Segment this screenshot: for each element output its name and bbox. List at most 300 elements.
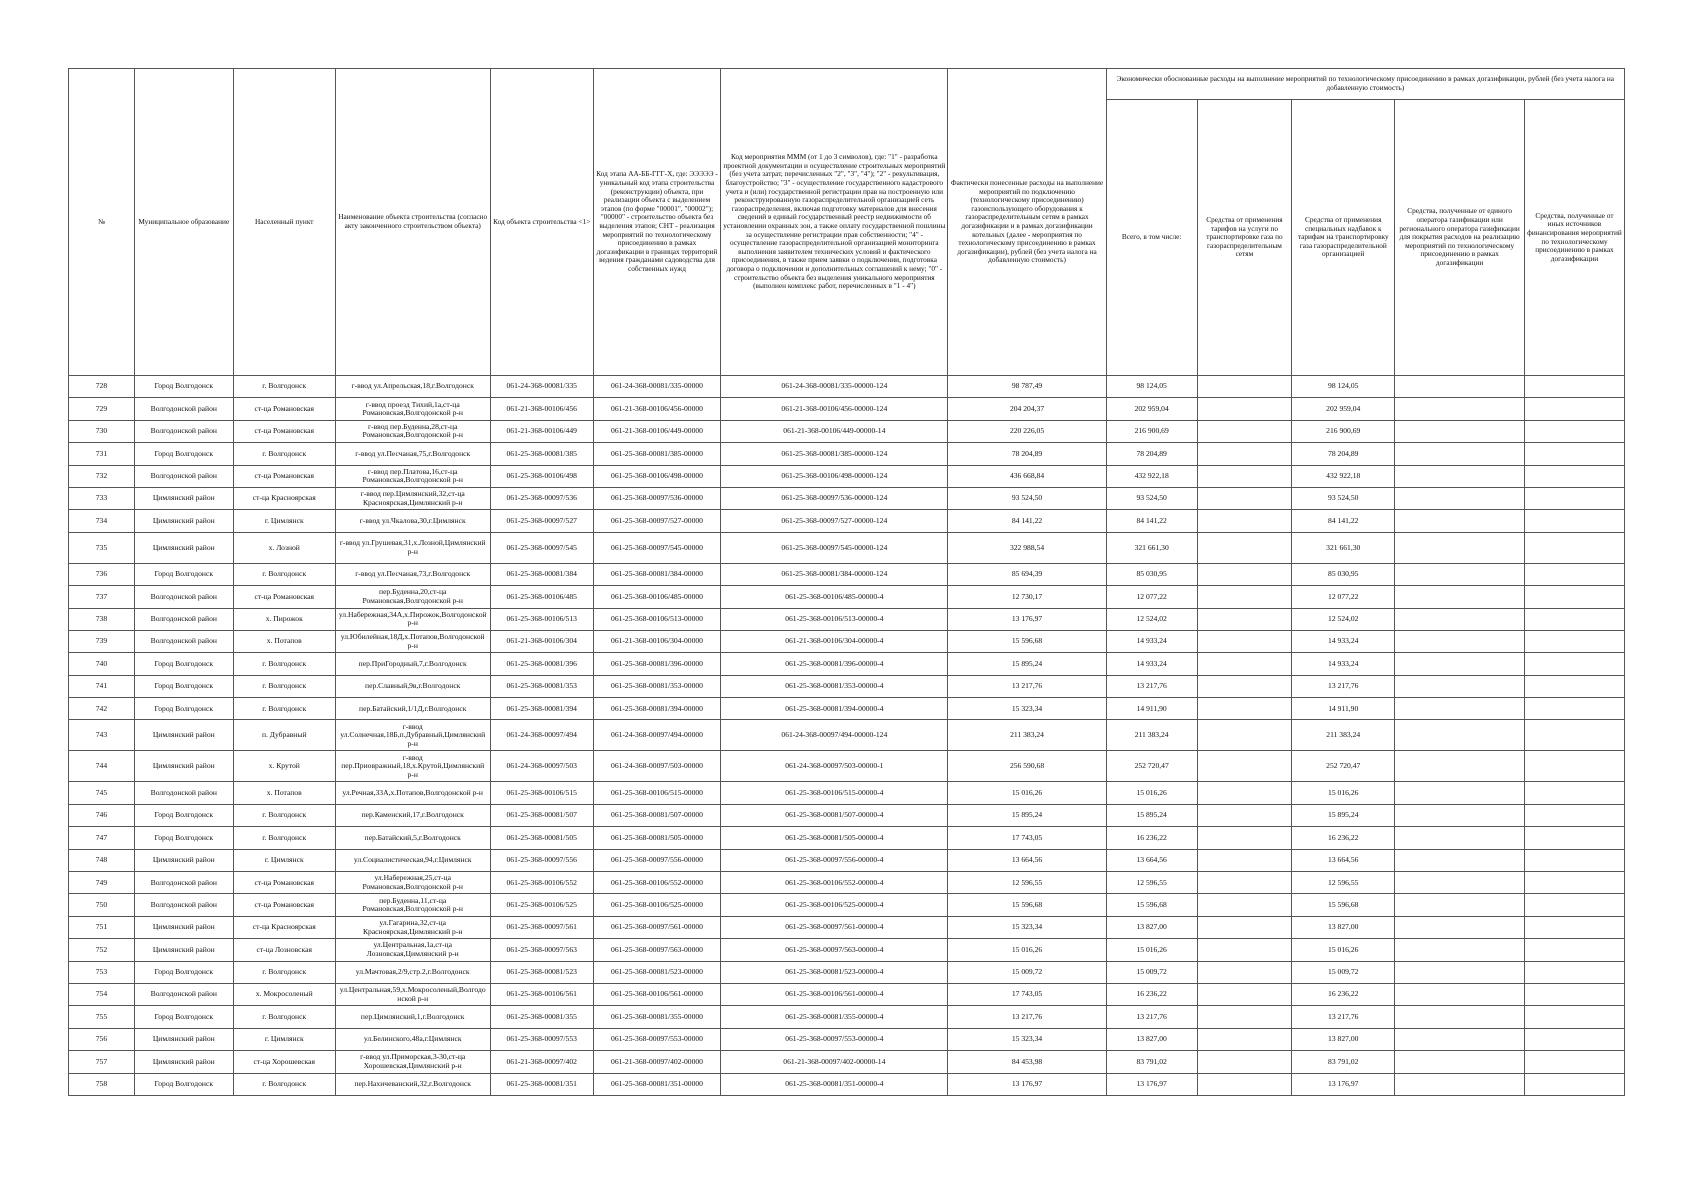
table-row: [69, 510, 1625, 532]
cell-tariff-transport: [1197, 983, 1291, 1005]
cost-table: [68, 68, 1625, 1096]
cell-stage-code: 061-25-368-00081/353-00000: [593, 675, 720, 697]
cell-object-name: ул.Набережная,25,ст-ца Романовская,Волгодонской р-н: [335, 872, 490, 894]
cell-event-code: 061-25-368-00081/523-00000-4: [721, 961, 948, 983]
table-row: [69, 675, 1625, 697]
cell-operator-funds: [1395, 608, 1525, 630]
cell-object-code: 061-25-368-00081/523: [490, 961, 593, 983]
cell-total: 202 959,04: [1106, 398, 1197, 420]
cell-actual-costs: 13 217,76: [948, 675, 1106, 697]
table-row: [69, 1073, 1625, 1095]
cell-event-code: 061-25-368-00081/394-00000-4: [721, 698, 948, 720]
cell-event-code: 061-25-368-00081/507-00000-4: [721, 804, 948, 826]
cell-stage-code: 061-25-368-00106/561-00000: [593, 983, 720, 1005]
cell-actual-costs: 15 016,26: [948, 939, 1106, 961]
cell-tariff-transport: [1197, 1028, 1291, 1050]
cell-tariff-transport: [1197, 510, 1291, 532]
cell-event-code: 061-21-368-00106/456-00000-124: [721, 398, 948, 420]
cell-actual-costs: 98 787,49: [948, 376, 1106, 398]
cell-special-surcharge: 15 596,68: [1292, 894, 1395, 916]
cell-operator-funds: [1395, 916, 1525, 938]
header-actual-costs: Фактически понесенные расходы на выполнение мероприятий по подключению (технологическому присоединению) газоиспользующего оборудования к газораспределительным сетям в рамках догазификации и в рамках догазификации котельных (далее - мероприятия по технологическому присоединению в рамках догазификации), рублей (без учета налога на добавленную стоимость): [948, 69, 1106, 376]
cell-actual-costs: 93 524,50: [948, 487, 1106, 509]
cell-stage-code: 061-25-368-00081/351-00000: [593, 1073, 720, 1095]
cell-event-code: 061-21-368-00106/449-00000-14: [721, 420, 948, 442]
cell-object-code: 061-25-368-00081/355: [490, 1006, 593, 1028]
cell-object-name: г-ввод проезд Тихий,1а,ст-ца Романовская,Волгодонской р-н: [335, 398, 490, 420]
cell-special-surcharge: 98 124,05: [1292, 376, 1395, 398]
cell-stage-code: 061-25-368-00106/515-00000: [593, 782, 720, 804]
cell-operator-funds: [1395, 653, 1525, 675]
cell-settlement: ст-ца Хорошевская: [233, 1051, 335, 1073]
cell-stage-code: 061-25-368-00081/385-00000: [593, 443, 720, 465]
cell-object-name: г-ввод ул.Песчаная,75,г.Волгодонск: [335, 443, 490, 465]
cell-special-surcharge: 13 176,97: [1292, 1073, 1395, 1095]
cell-actual-costs: 15 895,24: [948, 804, 1106, 826]
cell-object-code: 061-25-368-00106/485: [490, 586, 593, 608]
cell-total: 14 933,24: [1106, 653, 1197, 675]
cell-special-surcharge: 14 911,90: [1292, 698, 1395, 720]
cell-operator-funds: [1395, 827, 1525, 849]
cell-object-name: ул.Центральная,1а,ст-ца Лозновская,Цимлянский р-н: [335, 939, 490, 961]
cell-actual-costs: 13 176,97: [948, 1073, 1106, 1095]
cell-object-name: пер.Каменский,17,г.Волгодонск: [335, 804, 490, 826]
cell-object-name: г-ввод ул.Чкалова,30,г.Цимлянск: [335, 510, 490, 532]
header-num: №: [69, 69, 135, 376]
cell-tariff-transport: [1197, 398, 1291, 420]
cell-special-surcharge: 85 030,95: [1292, 563, 1395, 585]
table-row: [69, 1051, 1625, 1073]
cell-tariff-transport: [1197, 1006, 1291, 1028]
cell-num: 754: [69, 983, 135, 1005]
cell-other-sources: [1524, 961, 1624, 983]
cell-event-code: 061-25-368-00097/556-00000-4: [721, 849, 948, 871]
header-stage-code: Код этапа АА-ББ-ГГГ-Х, где: ЭЭЭЭЭ - уникальный код этапа строительства (реконструкции) объекта, при реализации объекта с выделением этапов (по форме "00001", "00002"); "00000" - строительство объекта без выделения этапов; СНТ - реализация мероприятий по технологическому присоединению в рамках догазификации в границах территорий ведения гражданами садоводства для собственных нужд: [593, 69, 720, 376]
cell-object-code: 061-25-368-00106/498: [490, 465, 593, 487]
cell-special-surcharge: 211 383,24: [1292, 720, 1395, 751]
cell-operator-funds: [1395, 465, 1525, 487]
header-cost-group: Экономически обоснованные расходы на выполнение мероприятий по технологическому присоединению в рамках догазификации, рублей (без учета налога на добавленную стоимость): [1106, 69, 1624, 100]
cell-stage-code: 061-21-368-00106/304-00000: [593, 630, 720, 652]
cell-municipality: Волгодонской район: [134, 894, 233, 916]
cell-municipality: Волгодонской район: [134, 630, 233, 652]
cell-num: 742: [69, 698, 135, 720]
cell-object-name: г-ввод ул.Солнечная,18Б,п.Дубравный,Цимлянский р-н: [335, 720, 490, 751]
cell-settlement: г. Волгодонск: [233, 827, 335, 849]
header-object-code: Код объекта строительства <1>: [490, 69, 593, 376]
header-object-name: Наименование объекта строительства (согласно акту законченного строительством объекта): [335, 69, 490, 376]
table-row: [69, 1006, 1625, 1028]
cell-object-code: 061-25-368-00097/545: [490, 532, 593, 563]
cell-num: 734: [69, 510, 135, 532]
cell-total: 13 217,76: [1106, 1006, 1197, 1028]
cell-object-code: 061-21-368-00106/304: [490, 630, 593, 652]
cell-other-sources: [1524, 1006, 1624, 1028]
cell-object-code: 061-24-368-00097/494: [490, 720, 593, 751]
cell-total: 211 383,24: [1106, 720, 1197, 751]
cell-actual-costs: 204 204,37: [948, 398, 1106, 420]
cell-other-sources: [1524, 630, 1624, 652]
cell-tariff-transport: [1197, 1073, 1291, 1095]
cell-event-code: 061-24-368-00097/503-00000-1: [721, 751, 948, 782]
cell-tariff-transport: [1197, 465, 1291, 487]
cell-object-code: 061-21-368-00106/456: [490, 398, 593, 420]
cell-other-sources: [1524, 510, 1624, 532]
cell-object-code: 061-21-368-00097/402: [490, 1051, 593, 1073]
cell-operator-funds: [1395, 675, 1525, 697]
table-row: [69, 1028, 1625, 1050]
cell-object-name: пер.Батайский,5,г.Волгодонск: [335, 827, 490, 849]
cell-operator-funds: [1395, 961, 1525, 983]
cell-tariff-transport: [1197, 420, 1291, 442]
cell-object-code: 061-25-368-00081/353: [490, 675, 593, 697]
cell-actual-costs: 322 988,54: [948, 532, 1106, 563]
cell-tariff-transport: [1197, 698, 1291, 720]
table-row: [69, 939, 1625, 961]
cell-stage-code: 061-21-368-00097/402-00000: [593, 1051, 720, 1073]
table-row: [69, 720, 1625, 751]
cell-special-surcharge: 15 016,26: [1292, 939, 1395, 961]
cell-settlement: г. Волгодонск: [233, 376, 335, 398]
table-row: [69, 532, 1625, 563]
cell-settlement: ст-ца Романовская: [233, 894, 335, 916]
cell-municipality: Цимлянский район: [134, 510, 233, 532]
cell-special-surcharge: 15 009,72: [1292, 961, 1395, 983]
cell-municipality: Город Волгодонск: [134, 1006, 233, 1028]
table-row: [69, 487, 1625, 509]
cell-stage-code: 061-24-368-00097/503-00000: [593, 751, 720, 782]
cell-municipality: Цимлянский район: [134, 1051, 233, 1073]
cell-special-surcharge: 12 077,22: [1292, 586, 1395, 608]
cell-total: 12 077,22: [1106, 586, 1197, 608]
cell-operator-funds: [1395, 563, 1525, 585]
cell-object-name: г-ввод пер.Цимлянский,32,ст-ца Красноярская,Цимлянский р-н: [335, 487, 490, 509]
table-row: [69, 698, 1625, 720]
cell-actual-costs: 15 596,68: [948, 894, 1106, 916]
cell-other-sources: [1524, 465, 1624, 487]
cell-total: 432 922,18: [1106, 465, 1197, 487]
cell-other-sources: [1524, 586, 1624, 608]
cell-num: 732: [69, 465, 135, 487]
cell-other-sources: [1524, 1028, 1624, 1050]
cell-event-code: 061-25-368-00097/527-00000-124: [721, 510, 948, 532]
cell-other-sources: [1524, 894, 1624, 916]
cell-object-name: г-ввод пер.Приовражный,18,х.Крутой,Цимлянский р-н: [335, 751, 490, 782]
cell-operator-funds: [1395, 1051, 1525, 1073]
cell-municipality: Цимлянский район: [134, 487, 233, 509]
cell-num: 739: [69, 630, 135, 652]
cell-operator-funds: [1395, 443, 1525, 465]
cell-settlement: х. Потапов: [233, 630, 335, 652]
table-row: [69, 983, 1625, 1005]
cell-settlement: г. Волгодонск: [233, 1073, 335, 1095]
cell-operator-funds: [1395, 586, 1525, 608]
cell-object-code: 061-25-368-00097/556: [490, 849, 593, 871]
cell-stage-code: 061-25-368-00106/485-00000: [593, 586, 720, 608]
cell-actual-costs: 15 895,24: [948, 653, 1106, 675]
cell-event-code: 061-25-368-00081/384-00000-124: [721, 563, 948, 585]
cell-municipality: Город Волгодонск: [134, 563, 233, 585]
cell-settlement: ст-ца Романовская: [233, 872, 335, 894]
cell-other-sources: [1524, 849, 1624, 871]
cell-total: 12 596,55: [1106, 872, 1197, 894]
cell-tariff-transport: [1197, 1051, 1291, 1073]
cell-operator-funds: [1395, 376, 1525, 398]
cell-settlement: ст-ца Красноярская: [233, 487, 335, 509]
cell-tariff-transport: [1197, 487, 1291, 509]
cell-event-code: 061-25-368-00106/498-00000-124: [721, 465, 948, 487]
cell-other-sources: [1524, 720, 1624, 751]
cell-tariff-transport: [1197, 827, 1291, 849]
cell-operator-funds: [1395, 894, 1525, 916]
cell-operator-funds: [1395, 420, 1525, 442]
cell-municipality: Цимлянский район: [134, 720, 233, 751]
cell-municipality: Город Волгодонск: [134, 653, 233, 675]
table-row: [69, 782, 1625, 804]
cell-object-code: 061-25-368-00106/515: [490, 782, 593, 804]
cell-stage-code: 061-25-368-00097/527-00000: [593, 510, 720, 532]
cell-num: 738: [69, 608, 135, 630]
cell-other-sources: [1524, 653, 1624, 675]
cell-actual-costs: 78 204,89: [948, 443, 1106, 465]
cell-num: 757: [69, 1051, 135, 1073]
cell-other-sources: [1524, 1073, 1624, 1095]
cell-municipality: Цимлянский район: [134, 849, 233, 871]
cell-other-sources: [1524, 443, 1624, 465]
cell-other-sources: [1524, 675, 1624, 697]
cell-actual-costs: 84 141,22: [948, 510, 1106, 532]
cell-tariff-transport: [1197, 894, 1291, 916]
cell-actual-costs: 15 009,72: [948, 961, 1106, 983]
cell-operator-funds: [1395, 751, 1525, 782]
cell-total: 321 661,30: [1106, 532, 1197, 563]
cell-object-name: г-ввод ул.Апрельская,18,г.Волгодонск: [335, 376, 490, 398]
cell-municipality: Волгодонской район: [134, 782, 233, 804]
cell-stage-code: 061-21-368-00106/449-00000: [593, 420, 720, 442]
cell-object-name: г-ввод ул.Грушевая,31,х.Лозной,Цимлянский р-н: [335, 532, 490, 563]
header-total: Всего, в том числе:: [1106, 100, 1197, 376]
cell-tariff-transport: [1197, 675, 1291, 697]
table-row: [69, 751, 1625, 782]
cell-event-code: 061-25-368-00081/396-00000-4: [721, 653, 948, 675]
cell-stage-code: 061-25-368-00097/563-00000: [593, 939, 720, 961]
cell-num: 749: [69, 872, 135, 894]
cell-settlement: г. Цимлянск: [233, 510, 335, 532]
table-row: [69, 443, 1625, 465]
header-operator-funds: Средства, полученные от единого оператора газификации или регионального оператора газификации для покрытия расходов на реализацию мероприятий по технологическому присоединению в рамках догазификации: [1395, 100, 1525, 376]
cell-object-code: 061-25-368-00097/563: [490, 939, 593, 961]
cell-settlement: ст-ца Красноярская: [233, 916, 335, 938]
cell-stage-code: 061-24-368-00097/494-00000: [593, 720, 720, 751]
cell-event-code: 061-25-368-00081/351-00000-4: [721, 1073, 948, 1095]
cell-stage-code: 061-25-368-00106/552-00000: [593, 872, 720, 894]
cell-operator-funds: [1395, 720, 1525, 751]
cell-municipality: Цимлянский район: [134, 1028, 233, 1050]
cell-stage-code: 061-25-368-00097/556-00000: [593, 849, 720, 871]
cell-num: 736: [69, 563, 135, 585]
cell-tariff-transport: [1197, 872, 1291, 894]
cell-stage-code: 061-25-368-00081/523-00000: [593, 961, 720, 983]
cell-special-surcharge: 12 524,02: [1292, 608, 1395, 630]
cell-event-code: 061-25-368-00081/385-00000-124: [721, 443, 948, 465]
cell-stage-code: 061-25-368-00097/561-00000: [593, 916, 720, 938]
cell-object-code: 061-24-368-00081/335: [490, 376, 593, 398]
cell-settlement: х. Крутой: [233, 751, 335, 782]
table-row: [69, 398, 1625, 420]
cell-num: 737: [69, 586, 135, 608]
cell-event-code: 061-25-368-00097/563-00000-4: [721, 939, 948, 961]
cell-tariff-transport: [1197, 608, 1291, 630]
cell-object-code: 061-25-368-00081/385: [490, 443, 593, 465]
cell-total: 15 596,68: [1106, 894, 1197, 916]
cell-other-sources: [1524, 1051, 1624, 1073]
cell-object-name: г-ввод ул.Песчаная,73,г.Волгодонск: [335, 563, 490, 585]
cell-object-code: 061-25-368-00081/507: [490, 804, 593, 826]
cell-event-code: 061-25-368-00106/513-00000-4: [721, 608, 948, 630]
cell-tariff-transport: [1197, 532, 1291, 563]
cell-object-code: 061-25-368-00081/394: [490, 698, 593, 720]
header-special-surcharge: Средства от применения специальных надбавок к тарифам на транспортировку газа газораспределительной организацией: [1292, 100, 1395, 376]
cell-event-code: 061-25-368-00097/545-00000-124: [721, 532, 948, 563]
table-row: [69, 563, 1625, 585]
cell-total: 13 217,76: [1106, 675, 1197, 697]
cell-municipality: Волгодонской район: [134, 872, 233, 894]
cell-operator-funds: [1395, 849, 1525, 871]
cell-special-surcharge: 78 204,89: [1292, 443, 1395, 465]
cell-other-sources: [1524, 398, 1624, 420]
cell-event-code: 061-25-368-00106/561-00000-4: [721, 983, 948, 1005]
cell-total: 15 009,72: [1106, 961, 1197, 983]
cell-num: 748: [69, 849, 135, 871]
table-row: [69, 827, 1625, 849]
cell-tariff-transport: [1197, 376, 1291, 398]
cell-special-surcharge: 83 791,02: [1292, 1051, 1395, 1073]
table-row: [69, 916, 1625, 938]
cell-operator-funds: [1395, 1073, 1525, 1095]
cell-actual-costs: 15 596,68: [948, 630, 1106, 652]
cell-actual-costs: 84 453,98: [948, 1051, 1106, 1073]
cell-total: 15 895,24: [1106, 804, 1197, 826]
cell-settlement: г. Волгодонск: [233, 698, 335, 720]
cell-num: 728: [69, 376, 135, 398]
cell-object-name: пер.Нахичеванский,32,г.Волгодонск: [335, 1073, 490, 1095]
cell-num: 741: [69, 675, 135, 697]
cell-object-code: 061-21-368-00106/449: [490, 420, 593, 442]
cell-event-code: 061-25-368-00106/485-00000-4: [721, 586, 948, 608]
cell-settlement: г. Волгодонск: [233, 961, 335, 983]
cell-municipality: Город Волгодонск: [134, 1073, 233, 1095]
cell-stage-code: 061-25-368-00106/498-00000: [593, 465, 720, 487]
cell-object-name: ул.Мачтовая,2/9,стр.2,г.Волгодонск: [335, 961, 490, 983]
cell-operator-funds: [1395, 532, 1525, 563]
cell-special-surcharge: 202 959,04: [1292, 398, 1395, 420]
cell-total: 78 204,89: [1106, 443, 1197, 465]
cell-settlement: г. Волгодонск: [233, 653, 335, 675]
table-row: [69, 804, 1625, 826]
cell-object-code: 061-25-368-00097/536: [490, 487, 593, 509]
cell-settlement: п. Дубравный: [233, 720, 335, 751]
cell-total: 16 236,22: [1106, 827, 1197, 849]
cell-total: 84 141,22: [1106, 510, 1197, 532]
cell-num: 752: [69, 939, 135, 961]
cell-tariff-transport: [1197, 961, 1291, 983]
cell-operator-funds: [1395, 398, 1525, 420]
cell-num: 753: [69, 961, 135, 983]
cell-num: 731: [69, 443, 135, 465]
cell-actual-costs: 15 323,34: [948, 1028, 1106, 1050]
cell-other-sources: [1524, 751, 1624, 782]
cell-tariff-transport: [1197, 939, 1291, 961]
cell-special-surcharge: 14 933,24: [1292, 630, 1395, 652]
cell-operator-funds: [1395, 487, 1525, 509]
cell-municipality: Город Волгодонск: [134, 443, 233, 465]
cell-num: 740: [69, 653, 135, 675]
cell-object-name: ул.Набережная,34А,х.Пирожок,Волгодонской р-н: [335, 608, 490, 630]
cell-actual-costs: 436 668,84: [948, 465, 1106, 487]
cell-total: 15 016,26: [1106, 939, 1197, 961]
cell-num: 746: [69, 804, 135, 826]
cell-other-sources: [1524, 916, 1624, 938]
cell-object-name: г-ввод пер.Буденна,28,ст-ца Романовская,Волгодонской р-н: [335, 420, 490, 442]
cell-other-sources: [1524, 872, 1624, 894]
cell-total: 12 524,02: [1106, 608, 1197, 630]
cell-settlement: г. Волгодонск: [233, 563, 335, 585]
cell-municipality: Волгодонской район: [134, 586, 233, 608]
table-row: [69, 630, 1625, 652]
cell-municipality: Город Волгодонск: [134, 376, 233, 398]
cell-operator-funds: [1395, 1028, 1525, 1050]
cell-event-code: 061-25-368-00106/525-00000-4: [721, 894, 948, 916]
cell-municipality: Волгодонской район: [134, 608, 233, 630]
cell-municipality: Волгодонской район: [134, 420, 233, 442]
cell-other-sources: [1524, 983, 1624, 1005]
cell-event-code: 061-24-368-00097/494-00000-124: [721, 720, 948, 751]
cell-total: 98 124,05: [1106, 376, 1197, 398]
cell-object-name: г-ввод пер.Платова,16,ст-ца Романовская,Волгодонской р-н: [335, 465, 490, 487]
cell-tariff-transport: [1197, 804, 1291, 826]
cell-object-name: пер.Буденна,20,ст-ца Романовская,Волгодонской р-н: [335, 586, 490, 608]
cell-other-sources: [1524, 698, 1624, 720]
cell-operator-funds: [1395, 630, 1525, 652]
cell-settlement: г. Цимлянск: [233, 1028, 335, 1050]
cell-num: 755: [69, 1006, 135, 1028]
cell-num: 758: [69, 1073, 135, 1095]
cell-stage-code: 061-24-368-00081/335-00000: [593, 376, 720, 398]
header-event-code: Код мероприятия МММ (от 1 до 3 символов), где: "1" - разработка проектной документации и осуществление строительных мероприятий (без учета затрат, перечисленных "2", "3", "4"); "2" - рекультивация, благоустройство; "3" - осуществление государственного кадастрового учета и (или) государственной регистрации прав на построенную или реконструированную газораспределительной организацией сеть газораспределения, включая подготовку материалов для внесения сведений в единый государственный реестр недвижимости об установлении охранных зон, а также оплату государственной пошлины за осуществление регистрации прав собственности; "4" - осуществление газораспределительной организацией мониторинга выполнения заявителем технических условий и фактического присоединения, в также прием заявки о подключении, подготовка договора о подключении и дополнительных соглашений к нему; "0" - строительство объекта без выделения уникального мероприятия (выполнен комплекс работ, перечисленных в "1 - 4"): [721, 69, 948, 376]
cell-total: 13 176,97: [1106, 1073, 1197, 1095]
cell-num: 756: [69, 1028, 135, 1050]
cell-object-code: 061-25-368-00106/525: [490, 894, 593, 916]
cell-object-code: 061-25-368-00106/561: [490, 983, 593, 1005]
cell-municipality: Цимлянский район: [134, 916, 233, 938]
cell-special-surcharge: 216 900,69: [1292, 420, 1395, 442]
cell-total: 14 911,90: [1106, 698, 1197, 720]
cell-other-sources: [1524, 804, 1624, 826]
cell-operator-funds: [1395, 510, 1525, 532]
cell-tariff-transport: [1197, 443, 1291, 465]
cell-special-surcharge: 13 217,76: [1292, 1006, 1395, 1028]
cell-actual-costs: 12 730,17: [948, 586, 1106, 608]
cell-total: 93 524,50: [1106, 487, 1197, 509]
cell-object-name: пер.Буденна,11,ст-ца Романовская,Волгодонской р-н: [335, 894, 490, 916]
cell-total: 216 900,69: [1106, 420, 1197, 442]
cell-stage-code: 061-25-368-00081/355-00000: [593, 1006, 720, 1028]
cell-stage-code: 061-25-368-00081/505-00000: [593, 827, 720, 849]
cell-object-code: 061-25-368-00106/513: [490, 608, 593, 630]
cell-other-sources: [1524, 939, 1624, 961]
table-row: [69, 465, 1625, 487]
table-row: [69, 376, 1625, 398]
